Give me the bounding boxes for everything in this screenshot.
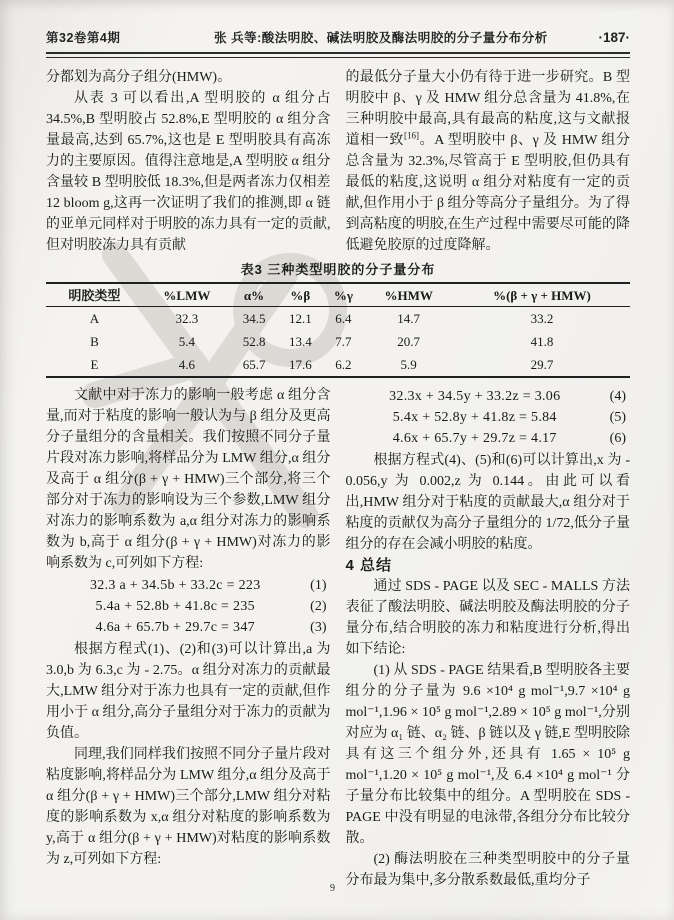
table-header-cell: 明胶类型 xyxy=(46,283,143,307)
left-column-bottom xyxy=(46,385,331,891)
upper-columns xyxy=(46,67,630,256)
table-cell: 14.7 xyxy=(397,311,421,326)
citation-superscript: [16] xyxy=(404,130,419,141)
table-cell: 65.7 xyxy=(242,357,266,372)
table-caption: 表3 三种类型明胶的分子量分布 xyxy=(240,262,436,277)
paragraph: 同理,我们同样我们按照不同分子量片段对粘度影响,将样品分为 LMW 组分,α 组分及高于 α 组分(β + γ + HMW)三个部分,LMW 组分对粘度的影响系数为 x,α 组分对粘度的影响系数为 y,高于 α 组分(β + γ + HMW)对粘度的影响系数为 z,可列如下方程: xyxy=(46,747,331,867)
equation-expression: 4.6a + 65.7b + 29.7c = 347 xyxy=(95,620,255,635)
table-cell: 52.8 xyxy=(242,334,266,349)
table-cell: B xyxy=(90,334,99,349)
equation-expression: 32.3x + 34.5y + 33.2z = 3.06 xyxy=(389,389,561,404)
equation-expression: 5.4x + 52.8y + 41.8z = 5.84 xyxy=(392,410,557,425)
equation xyxy=(346,428,631,449)
journal-volume-issue: 第32卷第4期 xyxy=(46,31,121,45)
section-heading-summary: 4 总结 xyxy=(345,557,393,574)
equation xyxy=(46,575,331,596)
table-cell: 5.9 xyxy=(400,357,417,372)
table-cell: 12.1 xyxy=(288,311,312,326)
table-cell: 4.6 xyxy=(178,357,196,372)
paragraph: 从表 3 可以看出,A 型明胶的 α 组分占 34.5%,B 型明胶占 52.8%,E 型明胶的 α 组分含量最高,达到 65.7%,这也是 E 型明胶具有高冻力的主要原因。值得注意地是,A 型明胶 α 组分含量较 B 型明胶低 18.3%,但是两者冻力仅相差 12 bloom g,这再一次证明了我们的推测,即 α 链的亚单元同样对于明胶的冻力具有一定的贡献,但对明胶冻力具有贡献 xyxy=(46,91,331,253)
paragraph xyxy=(346,67,631,256)
table-row xyxy=(46,353,630,377)
text-run: 。A 型明胶中 β、γ 及 HMW 组分总含量为 32.3%,尽管高于 E 型明胶,但仍具有最低的粘度,这说明 α 组分对粘度有一定的贡献,但作用小于 β 组分等高分子量组分。为了得到高粘度的明胶,在生产过程中需要尽可能的降低避免胶原的过度降解。 xyxy=(345,133,631,253)
table-cell: 20.7 xyxy=(397,334,421,349)
paragraph: (1) 从 SDS - PAGE 结果看,B 型明胶各主要组分的分子量为 9.6 ×10⁴ g mol⁻¹,9.7 ×10⁴ g mol⁻¹,1.96 × 10⁵ g mol⁻¹,2.89 × 10⁵ g mol⁻¹,分别对应为 α₁ 链、α₂ 链、β 链以及 γ 链,E 型明胶除具有这三个组分外,还具有 1.65 × 10⁵ g mol⁻¹,1.20 × 10⁵ g mol⁻¹,及 6.4 ×10⁴ g mol⁻¹ 分子量分布比较集中的组分。A 型明胶在 SDS - PAGE 中没有明显的电泳带,各组分分布比较分散。 xyxy=(345,663,630,846)
table-header-cell: %γ xyxy=(323,283,363,307)
table-header-row xyxy=(46,283,630,307)
equation-expression: 32.3 a + 34.5b + 33.2c = 223 xyxy=(89,578,261,593)
equation-number: (4) xyxy=(609,389,626,404)
table-header-cell: %LMW xyxy=(143,283,231,307)
table-cell: 41.8 xyxy=(530,334,554,349)
stray-scan-digit: 9 xyxy=(330,883,335,894)
table-cell: 33.2 xyxy=(530,311,554,326)
paragraph: 文献中对于冻力的影响一般考虑 α 组分含量,而对于粘度的影响一般认为与 β 组分及更高分子量组分的含量相关。我们按照不同分子量片段对冻力影响,将样品分为 LMW 组分,α 组分及高于 α 组分(β + γ + HMW)三个部分,将三个部分对于冻力的影响设为三个参数,LMW 组分对冻力的影响系数为 a,α 组分对冻力的影响系数为 b,高于 α 组分(β + γ + HMW)对冻力的影响系数为 c,可列如下方程: xyxy=(46,388,331,571)
lower-columns xyxy=(46,385,630,891)
equation-group-viscosity xyxy=(346,386,631,449)
table-cell: 32.3 xyxy=(175,311,199,326)
table-cell: 34.5 xyxy=(242,311,266,326)
table-row xyxy=(46,307,630,331)
table-row xyxy=(46,330,630,353)
paragraph: 分都划为高分子组分(HMW)。 xyxy=(46,70,232,85)
equation-number: (1) xyxy=(310,578,327,593)
paragraph: 根据方程式(4)、(5)和(6)可以计算出,x 为 - 0.056,y 为 0.002,z 为 0.144。由此可以看出,HMW 组分对于粘度的贡献最大,α 组分对于粘度的贡献仅为高分子量组分的 1/72,低分子量组分的存在会减小明胶的粘度。 xyxy=(345,453,630,552)
table-cell: 13.4 xyxy=(288,334,312,349)
header-double-rule xyxy=(46,52,630,58)
right-column-top xyxy=(346,67,631,256)
table-header-cell: α% xyxy=(231,283,277,307)
equation xyxy=(46,596,331,617)
equation-number: (6) xyxy=(609,431,626,446)
table-cell: 29.7 xyxy=(530,357,554,372)
table-cell: 6.2 xyxy=(335,357,352,372)
text-run: 的最低分子量大小仍有待于进一步研究。B 型明胶中 β、γ 及 HMW 组分总含量为 41.8%,在三种明胶中最高,具有最高的粘度,这与文献报道相一致 xyxy=(345,70,630,148)
running-head-title: 张 兵等:酸法明胶、碱法明胶及酶法明胶的分子量分布分析 xyxy=(214,31,548,45)
table-cell: A xyxy=(89,311,100,326)
equation xyxy=(346,407,631,428)
left-column-top xyxy=(46,67,331,256)
table-cell: 6.4 xyxy=(335,311,352,326)
right-column-bottom xyxy=(346,385,631,891)
running-head xyxy=(46,28,630,46)
equation-expression: 5.4a + 52.8b + 41.8c = 235 xyxy=(95,599,255,614)
page-number: ·187· xyxy=(598,30,630,45)
equation xyxy=(46,617,331,638)
equation-number: (5) xyxy=(609,410,626,425)
table-header-cell: %HMW xyxy=(363,283,454,307)
equation-group-freeze xyxy=(46,575,331,638)
equation-number: (2) xyxy=(310,599,327,614)
table-cell: E xyxy=(90,357,99,372)
table-cell: 5.4 xyxy=(178,334,196,349)
table-cell: 7.7 xyxy=(335,334,352,349)
equation-number: (3) xyxy=(310,620,327,635)
paragraph: 通过 SDS - PAGE 以及 SEC - MALLS 方法表征了酸法明胶、碱法明胶及酶法明胶的分子量分布,结合明胶的冻力和粘度进行分析,得出如下结论: xyxy=(345,579,630,657)
paragraph: (2) 酶法明胶在三种类型明胶中的分子量分布最为集中,多分散系数最低,重均分子 xyxy=(345,852,630,888)
table-cell: 17.6 xyxy=(288,357,312,372)
table3-block xyxy=(46,259,630,378)
equation-expression: 4.6x + 65.7y + 29.7z = 4.17 xyxy=(392,431,557,446)
table-molecular-weight-distribution xyxy=(46,282,630,378)
equation xyxy=(346,386,631,407)
paragraph: 根据方程式(1)、(2)和(3)可以计算出,a 为 3.0,b 为 6.3,c 为 - 2.75。α 组分对冻力的贡献最大,LMW 组分对于冻力也具有一定的贡献,但作用小于 α 组分,高分子量组分对于冻力的贡献为负值。 xyxy=(46,642,331,741)
table-header-cell: %(β + γ + HMW) xyxy=(454,283,630,307)
table-header-cell: %β xyxy=(277,283,323,307)
